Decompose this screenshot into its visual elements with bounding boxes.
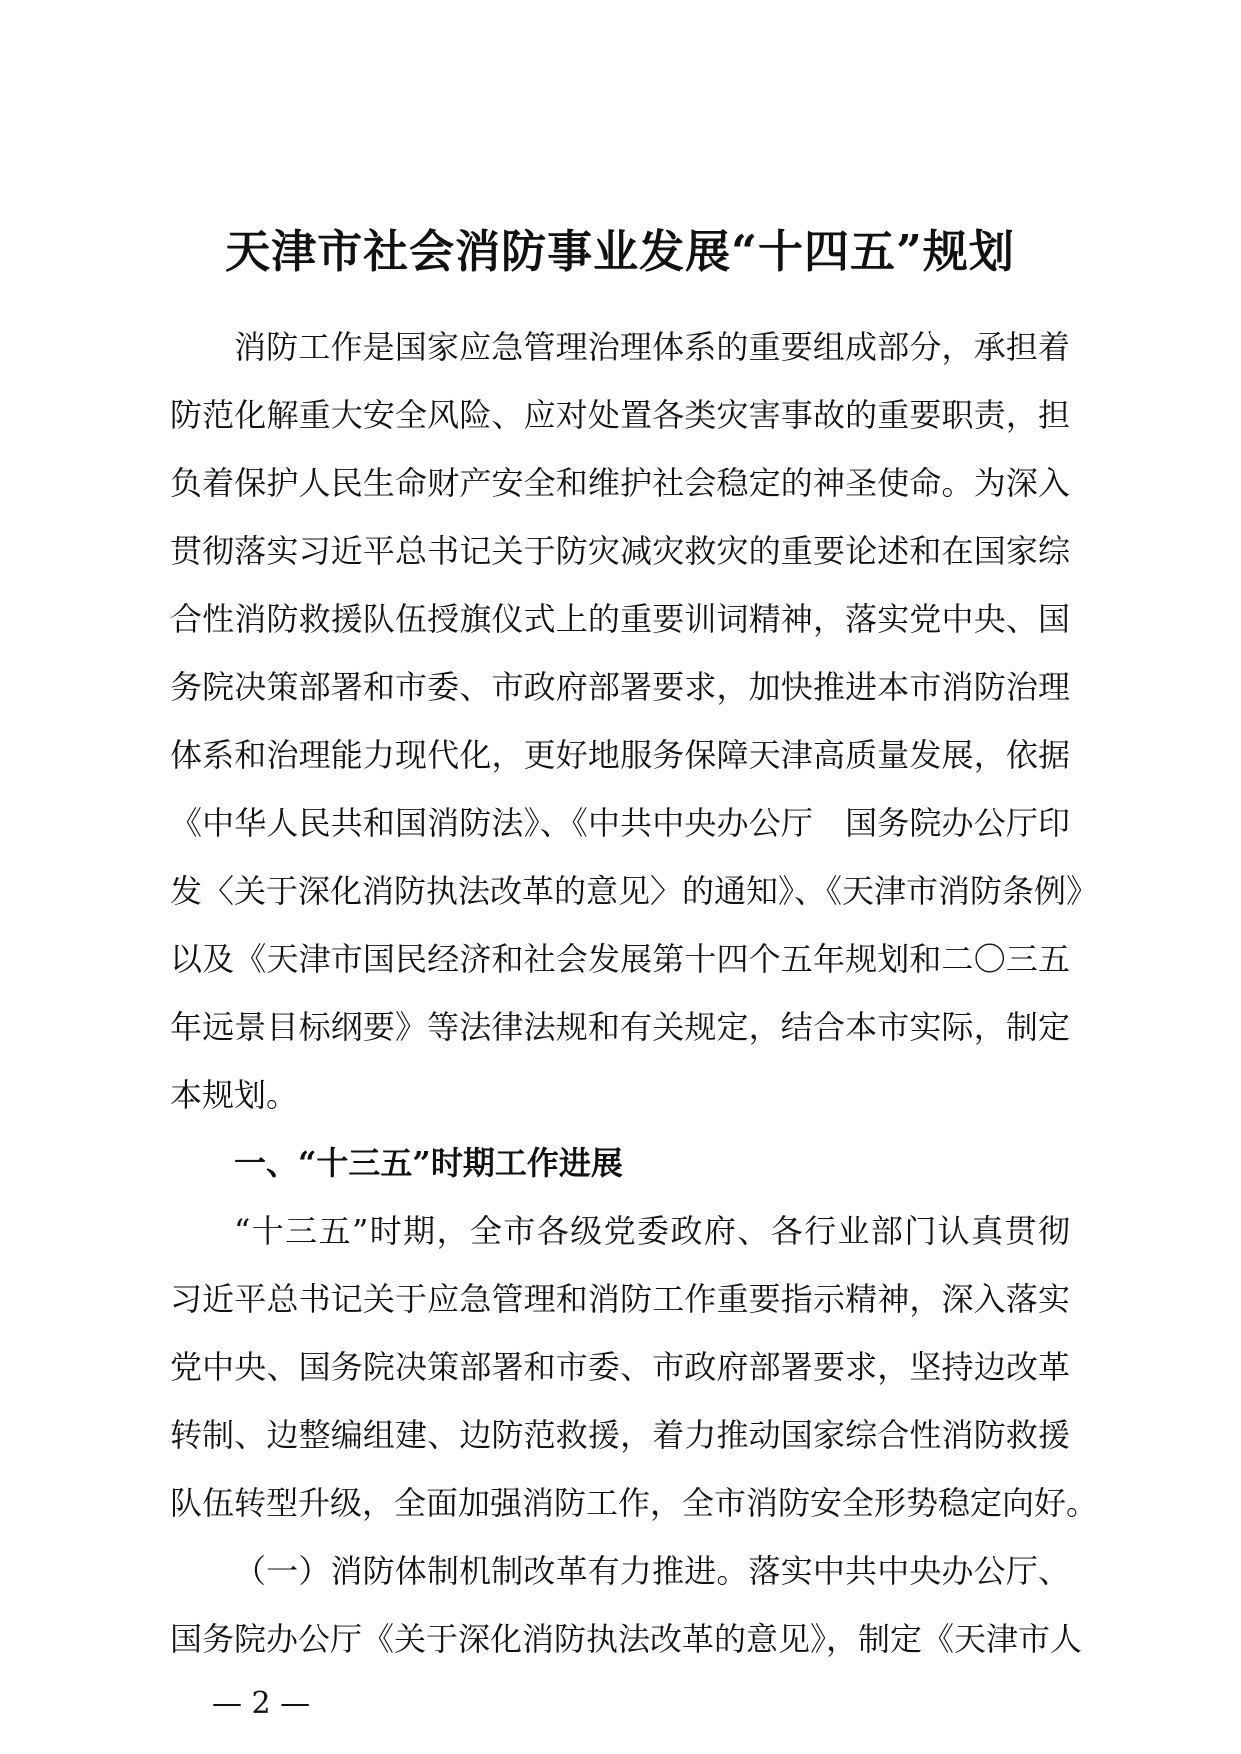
document-title: 天津市社会消防事业发展“十四五”规划 [225,225,1015,278]
text-line: “十三五”时期，全市各级党委政府、各行业部门认真贯彻 [234,1212,1070,1250]
text-line: 贯彻落实习近平总书记关于防灾减灾救灾的重要论述和在国家综 [170,532,1070,570]
text-line: 消防工作是国家应急管理治理体系的重要组成部分，承担着 [234,328,1070,366]
text-line: 国务院办公厅《关于深化消防执法改革的意见》，制定《天津市人 [170,1620,1083,1658]
text-line: 体系和治理能力现代化，更好地服务保障天津高质量发展，依据 [170,736,1070,774]
text-line: 以及《天津市国民经济和社会发展第十四个五年规划和二〇三五 [170,940,1070,978]
section-heading: 一、“十三五”时期工作进展 [234,1144,623,1182]
text-line: 习近平总书记关于应急管理和消防工作重要指示精神，深入落实 [170,1280,1070,1318]
text-line: 队伍转型升级，全面加强消防工作，全市消防安全形势稳定向好。 [170,1484,1099,1522]
text-line: （一）消防体制机制改革有力推进。落实中共中央办公厅、 [234,1552,1070,1590]
text-line: 《中华人民共和国消防法》、《中共中央办公厅 国务院办公厅印 [170,804,1070,842]
text-line: 发〈关于深化消防执法改革的意见〉的通知》、《天津市消防条例》 [170,872,1099,910]
text-line: 务院决策部署和市委、市政府部署要求，加快推进本市消防治理 [170,668,1070,706]
text-line: 党中央、国务院决策部署和市委、市政府部署要求，坚持边改革 [170,1348,1070,1386]
text-line: 合性消防救援队伍授旗仪式上的重要训词精神，落实党中央、国 [170,600,1070,638]
text-line: 防范化解重大安全风险、应对处置各类灾害事故的重要职责，担 [170,396,1070,434]
text-line: 转制、边整编组建、边防范救援，着力推动国家综合性消防救援 [170,1416,1070,1454]
text-line: 年远景目标纲要》等法律法规和有关规定，结合本市实际，制定 [170,1008,1070,1046]
text-line: 本规划。 [170,1076,299,1114]
text-line: 负着保护人民生命财产安全和维护社会稳定的神圣使命。为深入 [170,464,1070,502]
page-number: — 2 — [212,1686,311,1721]
